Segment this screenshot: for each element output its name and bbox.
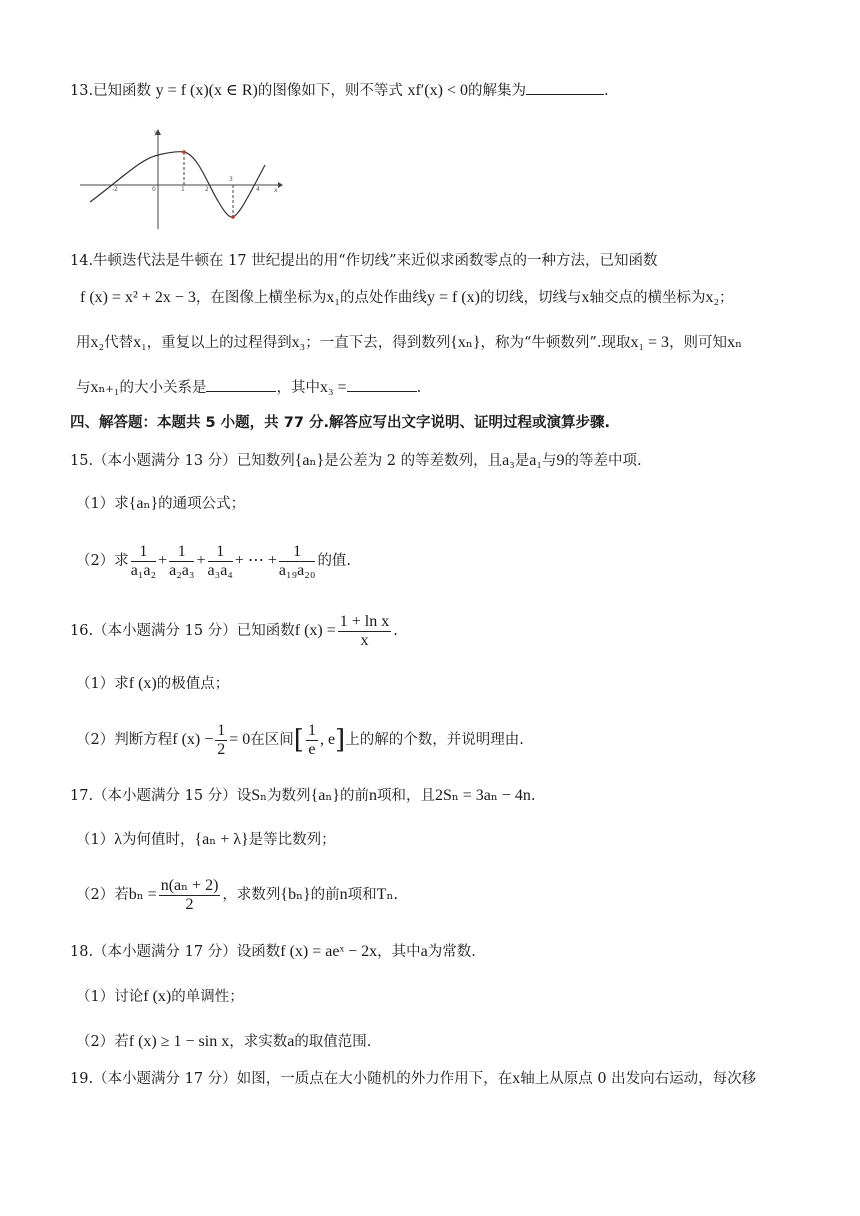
question-17-part1: （1）λ为何值时，{aₙ + λ}是等比数列； [76, 831, 336, 848]
function-graph [80, 125, 285, 230]
fraction: $\frac{1}{\text{a₁a₂}}$ [130, 542, 157, 579]
answer-blank [206, 377, 276, 392]
tick-label: 3 [229, 176, 233, 183]
fraction: $\frac{1}{\text{a₁₉a₂₀}}$ [278, 542, 316, 579]
question-19: 19.（本小题满分 17 分）如图，一质点在大小随机的外力作用下，在x轴上从原点 0 出发向右运动，每次移 [70, 1070, 757, 1087]
tick-label: 4 [256, 186, 260, 193]
question-15-part1: （1）求{aₙ}的通项公式； [76, 495, 246, 512]
tick-label: -2 [112, 186, 118, 193]
tick-label: 0 [152, 186, 156, 193]
y-axis-label: y [154, 129, 158, 136]
question-13: 13.已知函数 y = f (x)(x ∈ R)的图像如下，则不等式 xf′(x) < 0的解集为 . [70, 82, 609, 99]
fraction: $\frac{1}{2}$ [217, 721, 226, 758]
question-17: 17.（本小题满分 15 分）设Sₙ为数列{aₙ}的前n项和，且2Sₙ = 3aₙ − 4n. [70, 787, 536, 804]
question-17-part2: （2）若 bₙ = $\frac{\text{n(aₙ + 2)}}{2}$ ，求数列 {bₙ} 的前 n 项和 Tₙ . [76, 876, 398, 913]
fraction: $\frac{\text{1 + ln x}}{x}$ [339, 612, 390, 649]
fraction: $\frac{1}{\text{a₂a₃}}$ [169, 542, 195, 579]
question-16: 16.（本小题满分 15 分）已知函数 f (x) = $\frac{\text{1 + ln x}}{x}$ . [70, 612, 398, 649]
fraction: $\frac{1}{e}$ [307, 721, 316, 758]
x-axis-label: x [274, 187, 278, 194]
max-point [182, 150, 186, 154]
question-14-line2: f (x) = x² + 2x − 3，在图像上横坐标为x₁的点处作曲线y = f (x)的切线，切线与x轴交点的横坐标为x₂； [80, 289, 734, 306]
question-18-part2: （2）若f (x) ≥ 1 − sin x，求实数a的取值范围. [76, 1033, 372, 1050]
question-15: 15.（本小题满分 13 分）已知数列{aₙ}是公差为 2 的等差数列，且a₃是a₁与9的等差中项. [70, 452, 642, 469]
tick-label: 1 [181, 186, 185, 193]
tick-label: 2 [205, 186, 209, 193]
answer-blank [347, 377, 417, 392]
question-15-part2: （2）求 $\frac{1}{\text{a₁a₂}}$ + $\frac{1}{\text{a₂a₃}}$ + $\frac{1}{\text{a₃a₄}}$ + ⋯ + $\frac{1}{\text{a₁₉a₂₀}}$ 的值. [76, 542, 352, 579]
question-14-line3: 用x₂代替x₁，重复以上的过程得到x₃；一直下去，得到数列{xₙ}，称为“牛顿数列”.现取x₁ = 3，则可知xₙ [76, 334, 742, 351]
question-16-part1: （1）求f (x)的极值点； [76, 675, 230, 692]
x-axis-arrow [278, 182, 283, 188]
question-14-line1: 14.牛顿迭代法是牛顿在 17 世纪提出的用“作切线”来近似求函数零点的一种方法，已知函数 [70, 253, 658, 269]
question-18-part1: （1）讨论f (x)的单调性； [76, 988, 244, 1005]
question-16-part2: （2）判断方程 f (x) − $\frac{1}{2}$ = 0 在区间 [ $\frac{1}{e}$ , e ] 上的解的个数，并说明理由. [76, 721, 524, 758]
question-14-line4: 与xₙ₊₁的大小关系是 ，其中x₃ = . [76, 379, 422, 396]
answer-blank [526, 80, 604, 95]
section-heading: 四、解答题：本题共 5 小题，共 77 分.解答应写出文字说明、证明过程或演算步骤. [70, 415, 610, 431]
function-curve [90, 152, 265, 218]
question-18: 18.（本小题满分 17 分）设函数f (x) = aeˣ − 2x，其中a为常数. [70, 943, 476, 960]
fraction: $\frac{\text{n(aₙ + 2)}}{2}$ [160, 876, 219, 913]
min-point [231, 215, 235, 219]
fraction: $\frac{1}{\text{a₃a₄}}$ [207, 542, 233, 579]
